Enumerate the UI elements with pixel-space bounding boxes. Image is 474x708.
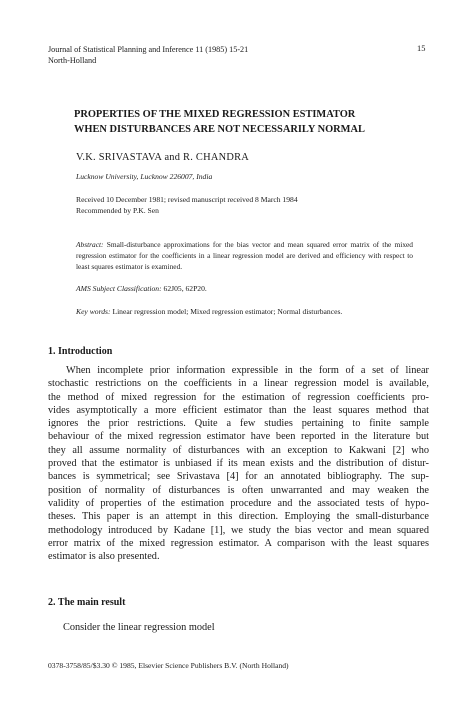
paragraph-line: error matrix of the mixed regression estimator. A comparison with the least squares — [48, 537, 429, 549]
section-heading-main-result: 2. The main result — [48, 597, 126, 608]
title-line-1: PROPERTIES OF THE MIXED REGRESSION ESTIMATOR — [74, 109, 356, 120]
received-dates — [76, 194, 298, 216]
copyright-footer: 0378-3758/85/$3.30 © 1985, Elsevier Science Publishers B.V. (North Holland) — [48, 661, 289, 670]
paragraph-line: estimator is also presented. — [48, 551, 160, 563]
title-line-2: WHEN DISTURBANCES ARE NOT NECESSARILY NORMAL — [74, 124, 365, 135]
page-number: 15 — [417, 44, 426, 53]
paragraph-line: vides asymptotically a more efficient estimator than the least squares method that — [48, 404, 429, 416]
paragraph-line: validity of properties of the estimation procedure and the associated tests of hypo- — [48, 497, 429, 509]
keywords-value: Linear regression model; Mixed regression estimator; Normal disturbances. — [112, 307, 343, 316]
paragraph-line: ignores the prior restrictions. Quite a few studies pertaining to finite sample — [48, 418, 429, 430]
introduction-paragraph — [48, 364, 429, 563]
paragraph-line: methodology introduced by Kadane [1], we study the bias vector and mean squared — [48, 524, 429, 536]
paragraph-line: proved that the estimator is unbiased if its mean exists and the distribution of distur- — [48, 458, 429, 470]
section2-first-line: Consider the linear regression model — [63, 622, 215, 633]
ams-classification — [76, 284, 207, 293]
paragraph-line: behaviour of the mixed regression estimator have been reported in the literature but — [48, 431, 429, 443]
paragraph-line: theses. This paper is an attempt in this direction. Employing the small-disturbance — [48, 511, 429, 523]
publisher-name: North-Holland — [48, 56, 97, 65]
paragraph-line: bances is symmetrical; see Srivastava [4] for an annotated bibliography. The sup- — [48, 471, 429, 483]
ams-label: AMS Subject Classification: — [76, 284, 162, 293]
abstract — [76, 239, 413, 272]
author-affiliation: Lucknow University, Lucknow 226007, India — [76, 172, 213, 181]
paragraph-line: When incomplete prior information expressible in the form of a set of linear — [66, 365, 429, 376]
paragraph-line: they all assume normality of disturbances with an exception to Kakwani [2] who — [48, 444, 429, 456]
paragraph-line: position of normality of disturbances is often unwarranted and may weaken the — [48, 484, 429, 496]
abstract-label: Abstract: — [76, 240, 104, 249]
recommended-by: Recommended by P.K. Sen — [76, 206, 159, 215]
paragraph-line: stochastic restrictions on the coefficients in a linear regression model is available, — [48, 378, 429, 390]
section-heading-introduction: 1. Introduction — [48, 346, 113, 357]
received-line: Received 10 December 1981; revised manuscript received 8 March 1984 — [76, 195, 298, 204]
journal-citation: Journal of Statistical Planning and Inference 11 (1985) 15-21 — [48, 45, 249, 54]
abstract-text: Small-disturbance approximations for the bias vector and mean squared error matrix of the mixed regression estimator for the coefficients in a linear regression model are derived and efficiency with respect to least squares estimator is examined. — [76, 240, 413, 271]
author-list: V.K. SRIVASTAVA and R. CHANDRA — [76, 152, 250, 163]
journal-header — [48, 44, 248, 66]
keywords-label: Key words: — [76, 307, 111, 316]
paragraph-line: the method of mixed regression for the estimation of regression coefficients pro- — [48, 391, 429, 403]
keywords — [76, 307, 342, 316]
article-title — [74, 107, 365, 137]
ams-value: 62J05, 62P20. — [163, 284, 207, 293]
